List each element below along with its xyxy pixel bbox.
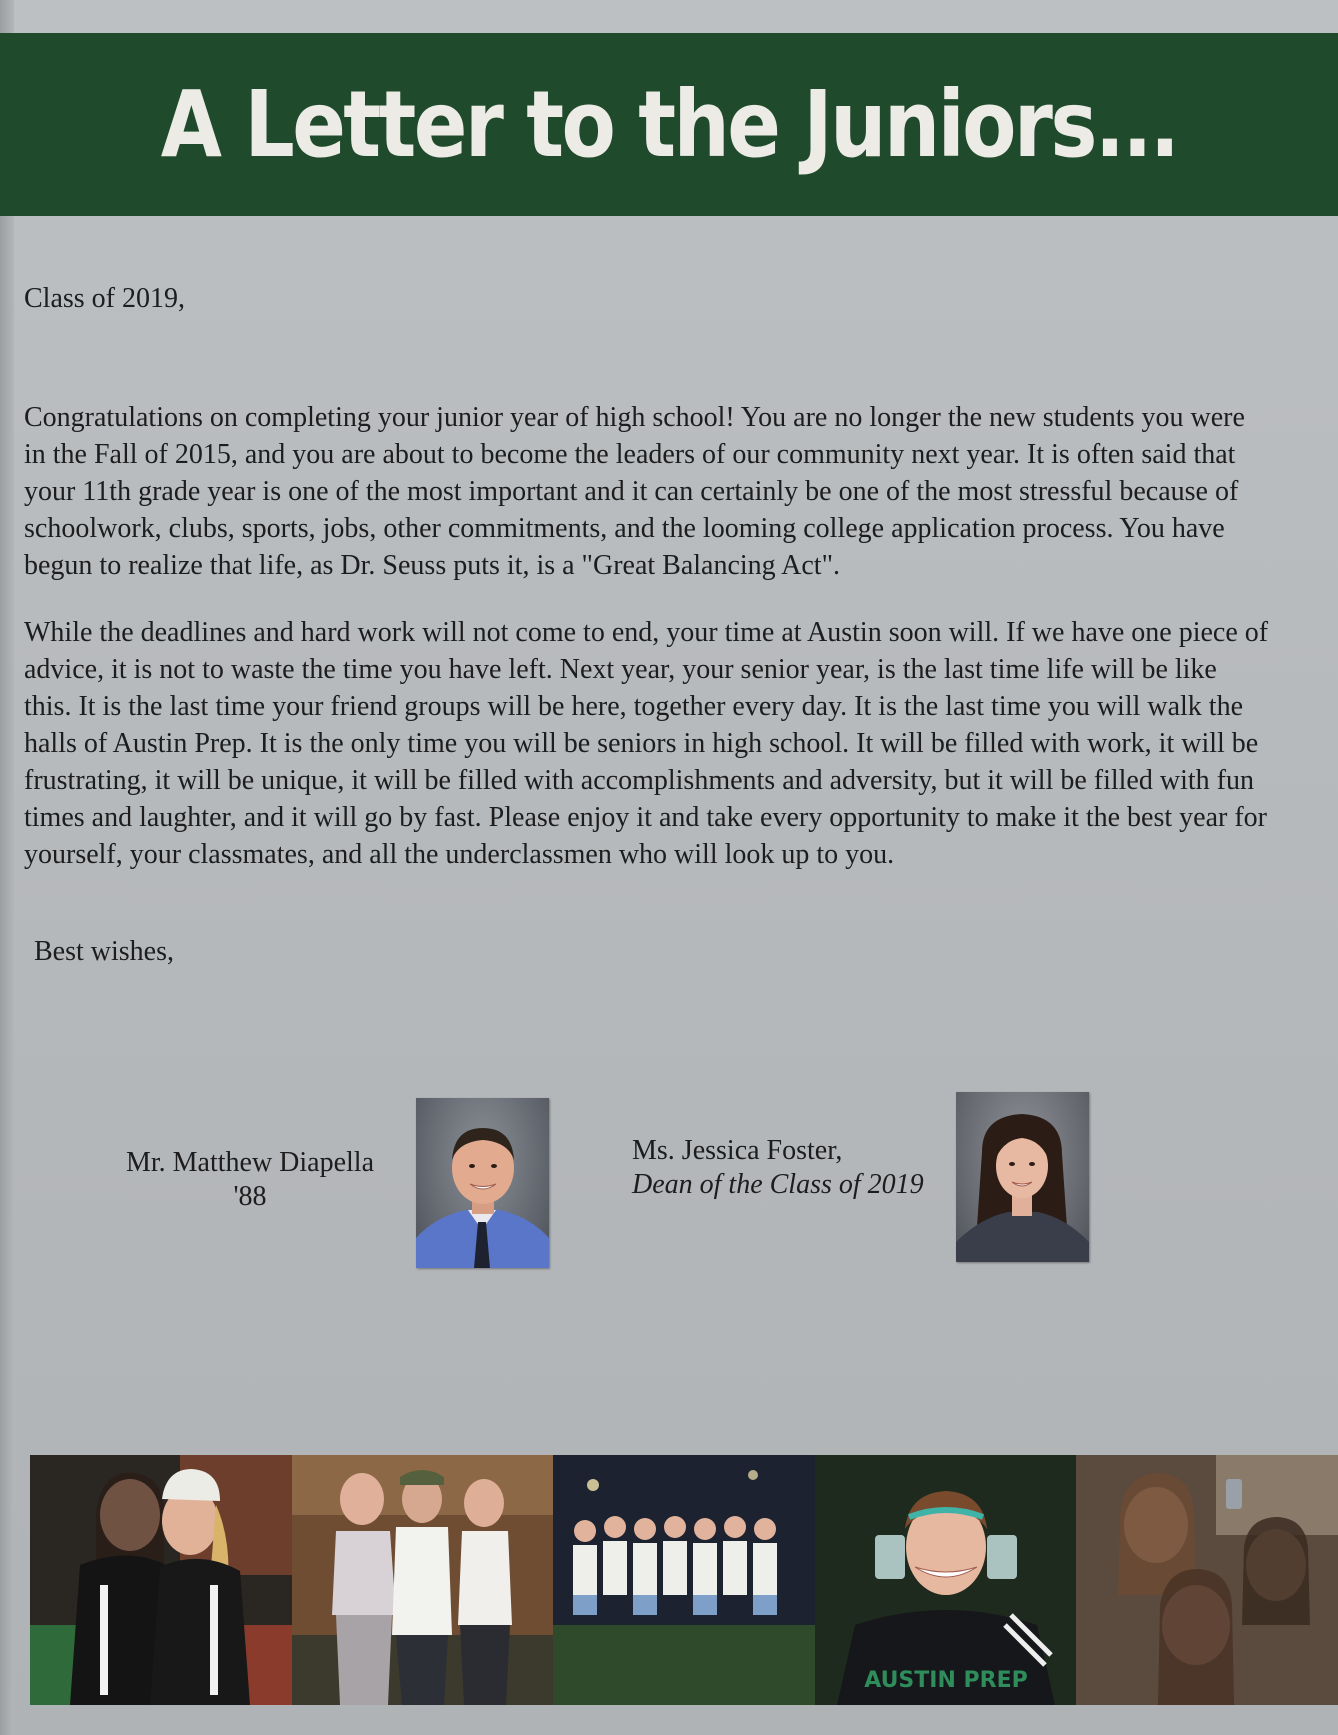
title-banner (0, 33, 1338, 216)
letter-paragraph-2: While the deadlines and hard work will not come to end, your time at Austin soon will. If we have one piece of advice, it is not to waste the time you have left. Next year, your senior year, is the last time life will be like this. It is the last time your friend groups will be here, together every day. It is the last time you will walk the halls of Austin Prep. It is the only time you will be seniors in high school. It will be filled with work, it will be frustrating, it will be unique, it will be filled with accomplishments and adversity, but it will be filled with fun times and laughter, and it will go by fast. Please enjoy it and take every opportunity to make it the best year for yourself, your classmates, and all the underclassmen who will look up to you. (24, 617, 1269, 870)
photo-strip (30, 1455, 1338, 1705)
signer-diapella (90, 1146, 410, 1214)
signer-detail: '88 (233, 1181, 267, 1212)
signer-foster (632, 1134, 972, 1202)
photo-selfie-group (1076, 1455, 1338, 1705)
page-title: A Letter to the Juniors... (160, 71, 1178, 178)
photo-cheerleaders (30, 1455, 292, 1705)
photo-girl-cups (815, 1455, 1077, 1705)
portrait-diapella (416, 1098, 549, 1268)
letter-paragraph-1: Congratulations on completing your junior year of high school! You are no longer the new students you were in the Fall of 2015, and you are about to become the leaders of our community next year. It is often said that your 11th grade year is one of the most important and it can certainly be one of the most stressful because of schoolwork, clubs, sports, jobs, other commitments, and the looming college application process. You have begun to realize that life, as Dr. Seuss puts it, is a "Great Balancing Act". (24, 402, 1245, 581)
photo-friends-fence (292, 1455, 554, 1705)
letter-salutation: Class of 2019, (24, 283, 185, 314)
shirt-text: AUSTIN PREP (864, 1668, 1028, 1693)
photo-group-night (553, 1455, 815, 1705)
signer-detail: Dean of the Class of 2019 (632, 1169, 924, 1200)
signer-name: Mr. Matthew Diapella (125, 1147, 375, 1178)
page-spine-shadow (0, 0, 14, 1735)
letter-body (24, 280, 1269, 970)
letter-closing: Best wishes, (34, 936, 174, 967)
signer-name: Ms. Jessica Foster, (632, 1135, 843, 1166)
portrait-foster (956, 1092, 1089, 1262)
